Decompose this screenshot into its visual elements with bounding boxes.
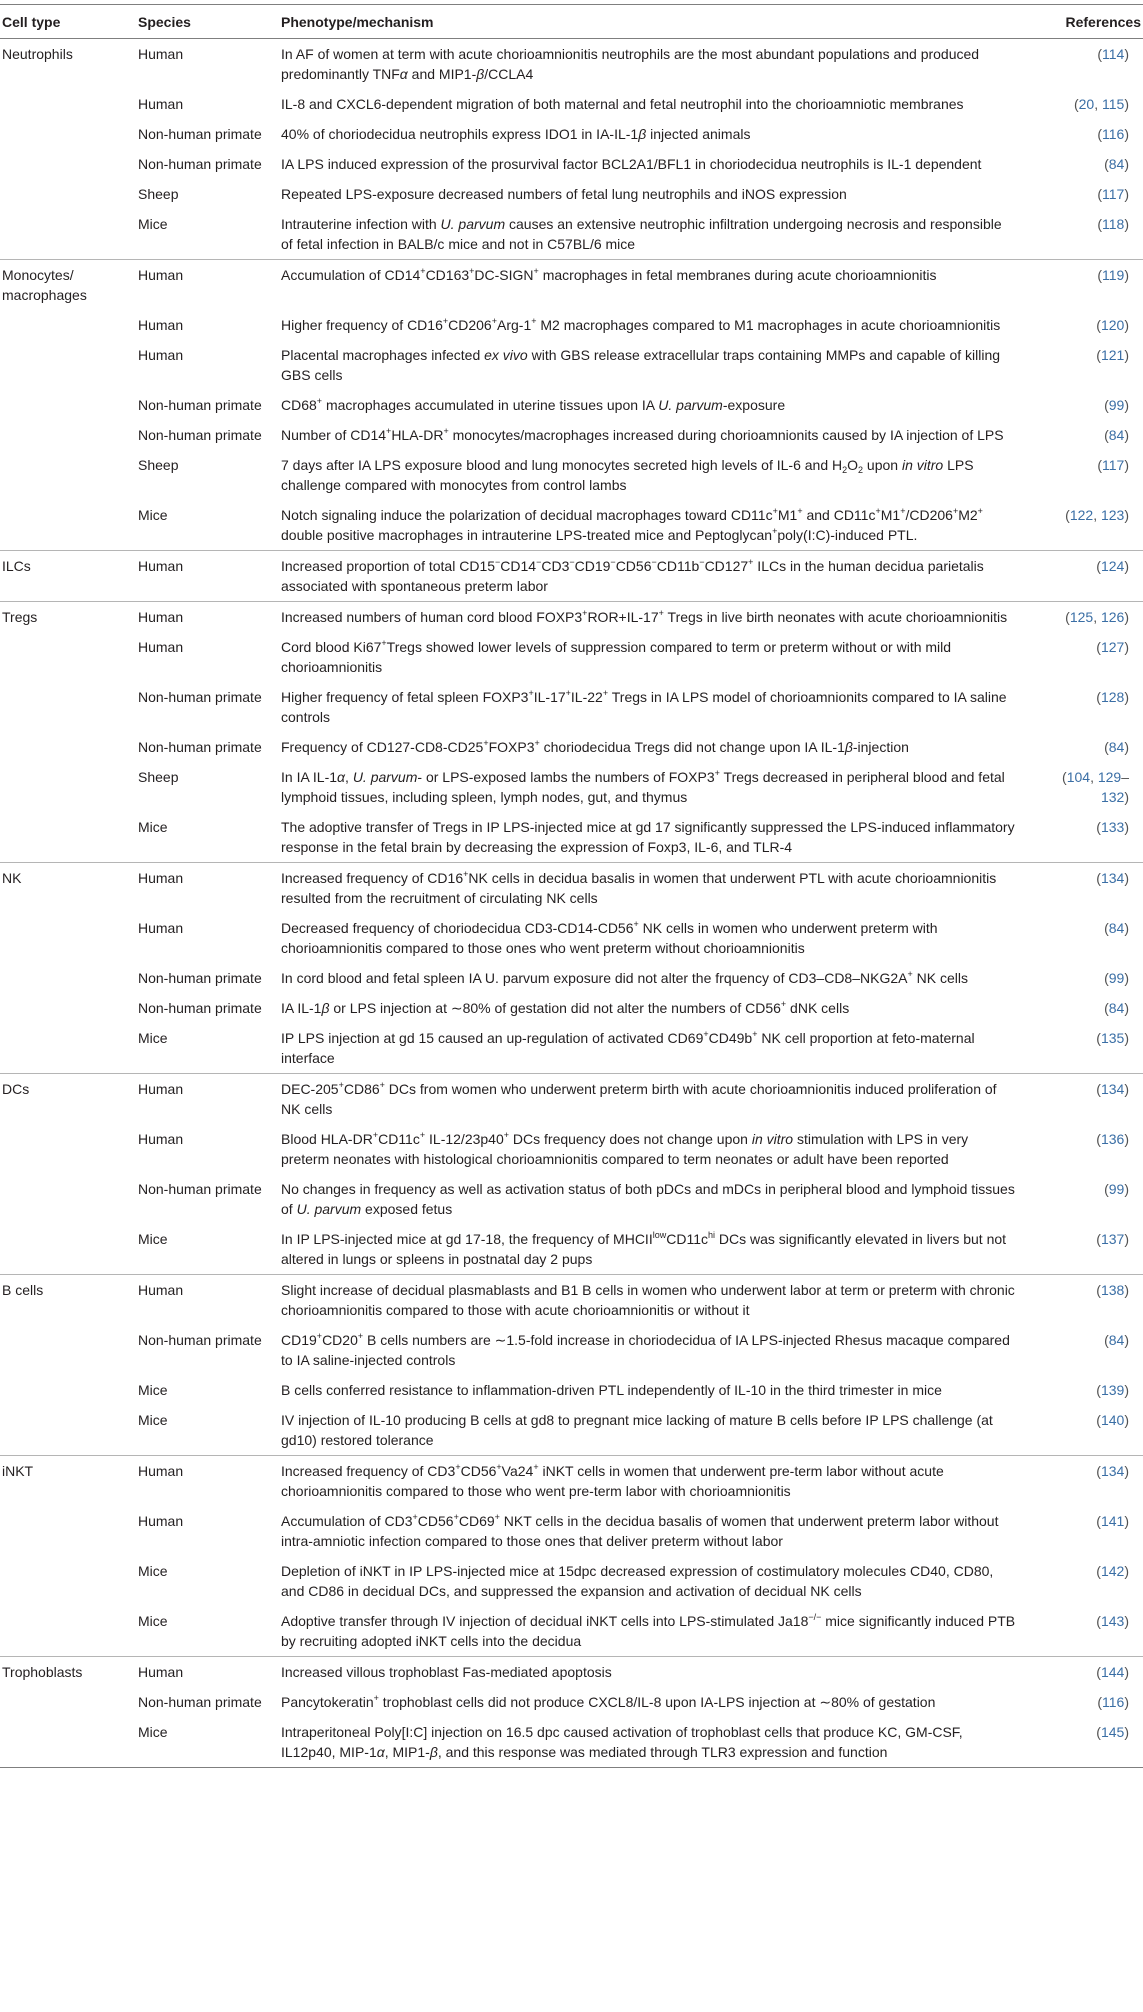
species-cell: Non-human primate [138, 1332, 262, 1348]
table-row [0, 963, 1143, 993]
species-cell: Human [138, 920, 184, 936]
cell-type-cell [0, 993, 138, 1023]
header-references: References [1065, 14, 1141, 30]
phenotype-cell: 40% of choriodecidua neutrophils express IDO1 in IA-IL-1β injected animals [281, 126, 751, 142]
species-cell: Non-human primate [138, 427, 262, 443]
cell-type-cell: B cells [0, 1275, 138, 1326]
cell-type-cell [0, 1124, 138, 1174]
reference-link[interactable]: 124 [1100, 558, 1125, 574]
cell-type-cell: DCs [0, 1074, 138, 1125]
cell-type-cell [0, 762, 138, 812]
reference-link[interactable]: 137 [1100, 1231, 1125, 1247]
table-row [0, 1456, 1143, 1507]
reference-link[interactable]: 123 [1100, 507, 1125, 523]
reference-cell: (139) [1096, 1382, 1129, 1398]
phenotype-cell: In IA IL-1α, U. parvum- or LPS-exposed lambs the numbers of FOXP3+ Tregs decreased in peripheral blood and fetal lymphoid tissues, including spleen, lymph nodes, gut, and thymus [281, 768, 1005, 805]
phenotype-cell: No changes in frequency as well as activation status of both pDCs and mDCs in peripheral blood and lymphoid tissues of U. parvum exposed fetus [281, 1181, 1015, 1217]
phenotype-cell: Frequency of CD127-CD8-CD25+FOXP3+ choriodecidua Tregs did not change upon IA IL-1β-injection [281, 738, 909, 755]
table-row [0, 260, 1143, 311]
species-cell: Mice [138, 1412, 168, 1428]
reference-cell: (128) [1096, 689, 1129, 705]
reference-cell: (99) [1104, 397, 1129, 413]
phenotype-cell: Accumulation of CD3+CD56+CD69+ NKT cells in the decidua basalis of women that underwent preterm labor without intra-amniotic infection compared to those ones that deliver preterm without labor [281, 1512, 999, 1549]
species-cell: Mice [138, 1030, 168, 1046]
table-row [0, 993, 1143, 1023]
cell-type-table [0, 4, 1143, 1768]
species-cell: Human [138, 1513, 184, 1529]
reference-cell: (141) [1096, 1513, 1129, 1529]
phenotype-cell: Cord blood Ki67+Tregs showed lower levels of suppression compared to term or preterm without or with mild chorioamnionitis [281, 638, 952, 675]
species-cell: Non-human primate [138, 1694, 262, 1710]
cell-type-cell [0, 420, 138, 450]
table-row [0, 179, 1143, 209]
species-cell: Mice [138, 1382, 168, 1398]
reference-cell: (134) [1016, 1074, 1143, 1125]
cell-type-cell [0, 1405, 138, 1456]
phenotype-cell: Intrauterine infection with U. parvum causes an extensive neutrophic infiltration undergoing necrosis and responsible of fetal infection in BALB/c mice and not in C57BL/6 mice [281, 216, 1002, 252]
phenotype-cell: Blood HLA-DR+CD11c+ IL-12/23p40+ DCs frequency does not change upon in vitro stimulation with LPS in very preterm neonates with histological chorioamnionitis compared to term neonates or adult have been reported [281, 1130, 969, 1167]
table-row [0, 1325, 1143, 1375]
species-cell: Sheep [138, 769, 179, 785]
phenotype-cell: Increased numbers of human cord blood FOXP3+ROR+IL-17+ Tregs in live birth neonates with acute chorioamnionitis [281, 602, 1016, 633]
cell-type-cell [0, 119, 138, 149]
reference-link[interactable]: 104 [1066, 769, 1091, 785]
species-cell: Human [138, 551, 281, 602]
reference-link[interactable]: 145 [1100, 1724, 1125, 1740]
phenotype-cell: Placental macrophages infected ex vivo with GBS release extracellular traps containing MMPs and capable of killing GBS cells [281, 347, 1001, 383]
reference-cell: (84) [1104, 739, 1129, 755]
cell-type-cell [0, 1174, 138, 1224]
reference-link[interactable]: 84 [1108, 1332, 1125, 1348]
species-cell: Non-human primate [138, 970, 262, 986]
phenotype-cell: Number of CD14+HLA-DR+ monocytes/macrophages increased during chorioamnionits caused by IA injection of LPS [281, 426, 1004, 443]
reference-link[interactable]: 84 [1108, 427, 1125, 443]
reference-link[interactable]: 140 [1100, 1412, 1125, 1428]
reference-link[interactable]: 84 [1108, 739, 1125, 755]
species-cell: Mice [138, 507, 168, 523]
reference-cell: (117) [1097, 457, 1129, 473]
cell-type-cell: ILCs [0, 551, 138, 602]
cell-type-cell [0, 1375, 138, 1405]
reference-cell: (119) [1016, 260, 1143, 311]
species-cell: Human [138, 317, 184, 333]
species-cell: Mice [138, 1613, 168, 1629]
reference-cell: (84) [1104, 427, 1129, 443]
phenotype-cell: Intraperitoneal Poly[I:C] injection on 16.5 dpc caused activation of trophoblast cells that produce KC, GM-CSF, IL12p40, MIP-1α, MIP1-β, and this response was mediated through TLR3 expression and function [281, 1717, 1016, 1768]
species-cell: Mice [138, 1231, 168, 1247]
cell-type-cell: Neutrophils [2, 46, 73, 62]
cell-type-cell [0, 209, 138, 260]
cell-type-cell [0, 682, 138, 732]
table-row [0, 119, 1143, 149]
table-row [0, 1606, 1143, 1657]
header-cell-type: Cell type [2, 14, 61, 30]
cell-type-cell: Tregs [0, 602, 138, 633]
table-row [0, 812, 1143, 863]
table-row [0, 500, 1143, 551]
reference-cell: (120) [1096, 317, 1129, 333]
cell-type-cell [0, 1224, 138, 1275]
reference-cell: (134) [1016, 1456, 1143, 1507]
phenotype-cell: IV injection of IL-10 producing B cells at gd8 to pregnant mice lacking of mature B cells before IP LPS challenge (at gd10) restored tolerance [281, 1412, 993, 1448]
species-cell: Sheep [138, 457, 179, 473]
table-row [0, 1556, 1143, 1606]
cell-type-cell [0, 812, 138, 863]
reference-link[interactable]: 117 [1102, 457, 1125, 473]
table-row [0, 913, 1143, 963]
reference-link[interactable]: 127 [1100, 639, 1125, 655]
species-cell: Human [138, 1131, 184, 1147]
cell-type-cell [0, 310, 138, 340]
species-cell: Human [138, 863, 281, 914]
reference-cell: (84) [1104, 920, 1129, 936]
phenotype-cell: Pancytokeratin+ trophoblast cells did not produce CXCL8/IL-8 upon IA-LPS injection at ∼80% of gestation [281, 1693, 936, 1710]
cell-type-cell: Trophoblasts [0, 1657, 138, 1688]
reference-cell: (133) [1096, 819, 1129, 835]
table-row [0, 1275, 1143, 1326]
reference-link[interactable]: 134 [1100, 1463, 1125, 1479]
phenotype-cell: Higher frequency of CD16+CD206+Arg-1+ M2 macrophages compared to M1 macrophages in acute chorioamnionitis [281, 316, 1001, 333]
reference-cell: (142) [1096, 1563, 1129, 1579]
species-cell: Human [138, 46, 184, 62]
phenotype-cell: Higher frequency of fetal spleen FOXP3+IL-17+IL-22+ Tregs in IA LPS model of chorioamnionits compared to IA saline controls [281, 688, 1007, 725]
reference-cell: (145) [1016, 1717, 1143, 1768]
cell-type-cell: iNKT [0, 1456, 138, 1507]
phenotype-cell: Accumulation of CD14+CD163+DC-SIGN+ macrophages in fetal membranes during acute chorioamnionitis [281, 260, 1016, 311]
cell-type-cell [0, 1023, 138, 1074]
species-cell: Non-human primate [138, 739, 262, 755]
cell-type-cell: NK [0, 863, 138, 914]
phenotype-cell: IA IL-1β or LPS injection at ∼80% of gestation did not alter the numbers of CD56+ dNK cells [281, 999, 850, 1016]
species-cell: Non-human primate [138, 156, 262, 172]
reference-link[interactable]: 139 [1100, 1382, 1125, 1398]
table-row [0, 209, 1143, 260]
species-cell: Mice [138, 1563, 168, 1579]
reference-cell: (116) [1097, 126, 1129, 142]
reference-link[interactable]: 134 [1100, 870, 1125, 886]
phenotype-cell: B cells conferred resistance to inflammation-driven PTL independently of IL-10 in the third trimester in mice [281, 1382, 942, 1398]
reference-link[interactable]: 114 [1102, 46, 1125, 62]
reference-cell: (114) [1097, 46, 1129, 62]
reference-link[interactable]: 117 [1102, 186, 1125, 202]
reference-cell: (20, 115) [1073, 96, 1129, 112]
reference-link[interactable]: 99 [1108, 397, 1125, 413]
reference-cell: (121) [1096, 347, 1129, 363]
phenotype-cell: Adoptive transfer through IV injection of decidual iNKT cells into LPS-stimulated Ja18−/− mice significantly induced PTB by recruiting adopted iNKT cells into the decidua [281, 1612, 1016, 1649]
table-row [0, 390, 1143, 420]
reference-cell: (84) [1104, 1332, 1129, 1348]
reference-cell: (122, 123) [1065, 507, 1129, 523]
reference-link[interactable]: 143 [1100, 1613, 1125, 1629]
phenotype-cell: Notch signaling induce the polarization of decidual macrophages toward CD11c+M1+ and CD11c+M1+/CD206+M2+ double positive macrophages in intrauterine LPS-treated mice and Peptoglycan+poly(I:C)-induced PTL. [281, 506, 983, 543]
reference-link[interactable]: 144 [1100, 1664, 1125, 1680]
reference-link[interactable]: 120 [1100, 317, 1125, 333]
reference-link[interactable]: 136 [1100, 1131, 1125, 1147]
reference-link[interactable]: 84 [1108, 1000, 1125, 1016]
species-cell: Mice [138, 819, 168, 835]
phenotype-cell: Increased proportion of total CD15−CD14−CD3−CD19−CD56−CD11b−CD127+ ILCs in the human decidua parietalis associated with spontaneous preterm labor [281, 551, 1016, 602]
reference-cell: (118) [1097, 216, 1129, 232]
phenotype-cell: In IP LPS-injected mice at gd 17-18, the frequency of $MHCII^{low}CD11c^{hi}$ DCs was significantly elevated in livers but not altered in lungs or spleens in postnatal day 2 pups [281, 1230, 1007, 1267]
reference-cell: (137) [1096, 1231, 1129, 1247]
cell-type-cell [0, 1606, 138, 1657]
reference-cell: (125, 126) [1016, 602, 1143, 633]
cell-type-cell [0, 179, 138, 209]
phenotype-cell: Increased villous trophoblast Fas-mediated apoptosis [281, 1657, 1016, 1688]
reference-cell: (84) [1104, 1000, 1129, 1016]
reference-cell: (140) [1096, 1412, 1129, 1428]
phenotype-cell: Depletion of iNKT in IP LPS-injected mice at 15dpc decreased expression of costimulatory molecules CD40, CD80, and CD86 in decidual DCs, and suppressed the expansion and activation of decidual NK cells [281, 1563, 994, 1599]
cell-type-cell [0, 913, 138, 963]
table-row [0, 1405, 1143, 1456]
table-row [0, 89, 1143, 119]
cell-type-cell: Monocytes/ macrophages [0, 260, 138, 311]
table-row [0, 732, 1143, 762]
reference-link[interactable]: 99 [1108, 1181, 1125, 1197]
reference-cell: (144) [1016, 1657, 1143, 1688]
table-header [0, 5, 1143, 39]
phenotype-cell: IA LPS induced expression of the prosurvival factor BCL2A1/BFL1 in choriodecidua neutrophils is IL-1 dependent [281, 156, 982, 172]
cell-type-cell [0, 500, 138, 551]
table-row [0, 1657, 1143, 1688]
phenotype-cell: In cord blood and fetal spleen IA U. parvum exposure did not alter the frquency of CD3–CD8–NKG2A+ NK cells [281, 969, 968, 986]
reference-link[interactable]: 133 [1100, 819, 1125, 835]
species-cell: Sheep [138, 186, 179, 202]
table-row [0, 1375, 1143, 1405]
table-row [0, 762, 1143, 812]
table-row [0, 1687, 1143, 1717]
reference-link[interactable]: 129 [1097, 769, 1122, 785]
phenotype-cell: CD68+ macrophages accumulated in uterine tissues upon IA U. parvum-exposure [281, 396, 786, 413]
phenotype-cell: IL-8 and CXCL6-dependent migration of both maternal and fetal neutrophil into the chorioamniotic membranes [281, 96, 964, 112]
cell-type-cell [0, 149, 138, 179]
reference-link[interactable]: 122 [1069, 507, 1094, 523]
reference-link[interactable]: 84 [1108, 920, 1125, 936]
table-row [0, 632, 1143, 682]
table-row [0, 1174, 1143, 1224]
table-body [0, 39, 1143, 1768]
table-row [0, 1717, 1143, 1768]
reference-link[interactable]: 116 [1102, 126, 1125, 142]
reference-cell: (134) [1016, 863, 1143, 914]
table-row [0, 310, 1143, 340]
table-row [0, 1074, 1143, 1125]
phenotype-cell: Increased frequency of CD3+CD56+Va24+ iNKT cells in women that underwent pre-term labor without acute chorioamnionitis compared to those who went pre-term labor with chorioamnionitis [281, 1456, 1016, 1507]
species-cell: Human [138, 96, 184, 112]
reference-link[interactable]: 135 [1100, 1030, 1125, 1046]
species-cell: Human [138, 260, 281, 311]
reference-cell: (135) [1096, 1030, 1129, 1046]
reference-cell: (143) [1096, 1613, 1129, 1629]
species-cell: Non-human primate [138, 397, 262, 413]
cell-type-cell [0, 632, 138, 682]
reference-link[interactable]: 116 [1102, 1694, 1125, 1710]
reference-link[interactable]: 121 [1100, 347, 1125, 363]
phenotype-cell: Slight increase of decidual plasmablasts and B1 B cells in women who underwent labor at term or preterm with chronic chorioamnionitis compared to those with acute chorioamnionitis or without it [281, 1275, 1016, 1326]
cell-type-cell [0, 89, 138, 119]
reference-cell: (127) [1096, 639, 1129, 655]
species-cell: Non-human primate [138, 1181, 262, 1197]
reference-cell: (99) [1104, 970, 1129, 986]
table-row [0, 450, 1143, 500]
reference-link[interactable]: 142 [1100, 1563, 1125, 1579]
phenotype-cell: In AF of women at term with acute chorioamnionitis neutrophils are the most abundant populations and produced predominantly TNFα and MIP1-β/CCLA4 [281, 46, 980, 82]
reference-cell: (124) [1016, 551, 1143, 602]
cell-type-cell [0, 390, 138, 420]
phenotype-cell: DEC-205+CD86+ DCs from women who underwent preterm birth with acute chorioamnionitis induced proliferation of NK cells [281, 1074, 1016, 1125]
table-row [0, 1506, 1143, 1556]
reference-cell: (117) [1097, 186, 1129, 202]
phenotype-cell: 7 days after IA LPS exposure blood and lung monocytes secreted high levels of IL-6 and $H_2O_2$ upon in vitro LPS challenge compared with monocytes from control lambs [281, 457, 974, 493]
species-cell: Non-human primate [138, 1000, 262, 1016]
reference-link[interactable]: 128 [1100, 689, 1125, 705]
header-species: Species [138, 14, 191, 30]
species-cell: Mice [138, 1717, 281, 1768]
reference-link[interactable]: 84 [1108, 156, 1125, 172]
cell-type-cell [0, 340, 138, 390]
cell-type-cell [0, 1687, 138, 1717]
species-cell: Human [138, 1074, 281, 1125]
species-cell: Human [138, 347, 184, 363]
phenotype-cell: CD19+CD20+ B cells numbers are ∼1.5-fold increase in choriodecidua of IA LPS-injected Rhesus macaque compared to IA saline-injected controls [281, 1331, 1010, 1368]
cell-type-cell [0, 1506, 138, 1556]
header-row [0, 5, 1143, 39]
phenotype-cell: IP LPS injection at gd 15 caused an up-regulation of activated CD69+CD49b+ NK cell proportion at feto-maternal interface [281, 1029, 975, 1066]
table-row [0, 682, 1143, 732]
cell-type-cell [0, 1325, 138, 1375]
phenotype-cell: Decreased frequency of choriodecidua CD3-CD14-CD56+ NK cells in women who underwent preterm with chorioamnionitis compared to those ones who went preterm without chorioamnionitis [281, 919, 938, 956]
reference-cell: (138) [1016, 1275, 1143, 1326]
cell-type-cell [0, 450, 138, 500]
table-row [0, 420, 1143, 450]
reference-cell: (84) [1104, 156, 1129, 172]
reference-link[interactable]: 134 [1100, 1081, 1125, 1097]
reference-link[interactable]: 126 [1100, 609, 1125, 625]
cell-type-cell [0, 1717, 138, 1768]
table-row [0, 551, 1143, 602]
reference-link[interactable]: 141 [1100, 1513, 1125, 1529]
cell-type-cell [0, 1556, 138, 1606]
species-cell: Non-human primate [138, 126, 262, 142]
table-row [0, 39, 1143, 90]
reference-cell: (99) [1104, 1181, 1129, 1197]
reference-link[interactable]: 99 [1108, 970, 1125, 986]
table-row [0, 602, 1143, 633]
reference-link[interactable]: 118 [1102, 216, 1125, 232]
table-row [0, 340, 1143, 390]
species-cell: Human [138, 1657, 281, 1688]
reference-link[interactable]: 115 [1102, 96, 1125, 112]
species-cell: Human [138, 1275, 281, 1326]
reference-link[interactable]: 132 [1100, 789, 1125, 805]
header-phenotype: Phenotype/mechanism [281, 14, 434, 30]
table-row [0, 1224, 1143, 1275]
reference-link[interactable]: 138 [1100, 1282, 1125, 1298]
phenotype-cell: The adoptive transfer of Tregs in IP LPS-injected mice at gd 17 significantly suppressed the LPS-induced inflammatory response in the fetal brain by decreasing the expression of Foxp3, IL-6, and TLR-4 [281, 819, 1015, 855]
species-cell: Human [138, 639, 184, 655]
table-row [0, 863, 1143, 914]
table-row [0, 1124, 1143, 1174]
reference-cell: (136) [1096, 1131, 1129, 1147]
phenotype-cell: Repeated LPS-exposure decreased numbers of fetal lung neutrophils and iNOS expression [281, 186, 847, 202]
phenotype-cell: Increased frequency of CD16+NK cells in decidua basalis in women that underwent PTL with acute chorioamnionitis resulted from the recruitment of circulating NK cells [281, 863, 1016, 914]
cell-type-cell [0, 963, 138, 993]
reference-link[interactable]: 125 [1069, 609, 1094, 625]
species-cell: Human [138, 602, 281, 633]
species-cell: Mice [138, 216, 168, 232]
reference-link[interactable]: 20 [1078, 96, 1095, 112]
species-cell: Non-human primate [138, 689, 262, 705]
cell-type-cell [0, 732, 138, 762]
reference-cell: (104, 129– 132) [1062, 769, 1129, 805]
table-row [0, 1023, 1143, 1074]
table-row [0, 149, 1143, 179]
species-cell: Human [138, 1456, 281, 1507]
reference-link[interactable]: 119 [1102, 267, 1125, 283]
reference-cell: (116) [1097, 1694, 1129, 1710]
